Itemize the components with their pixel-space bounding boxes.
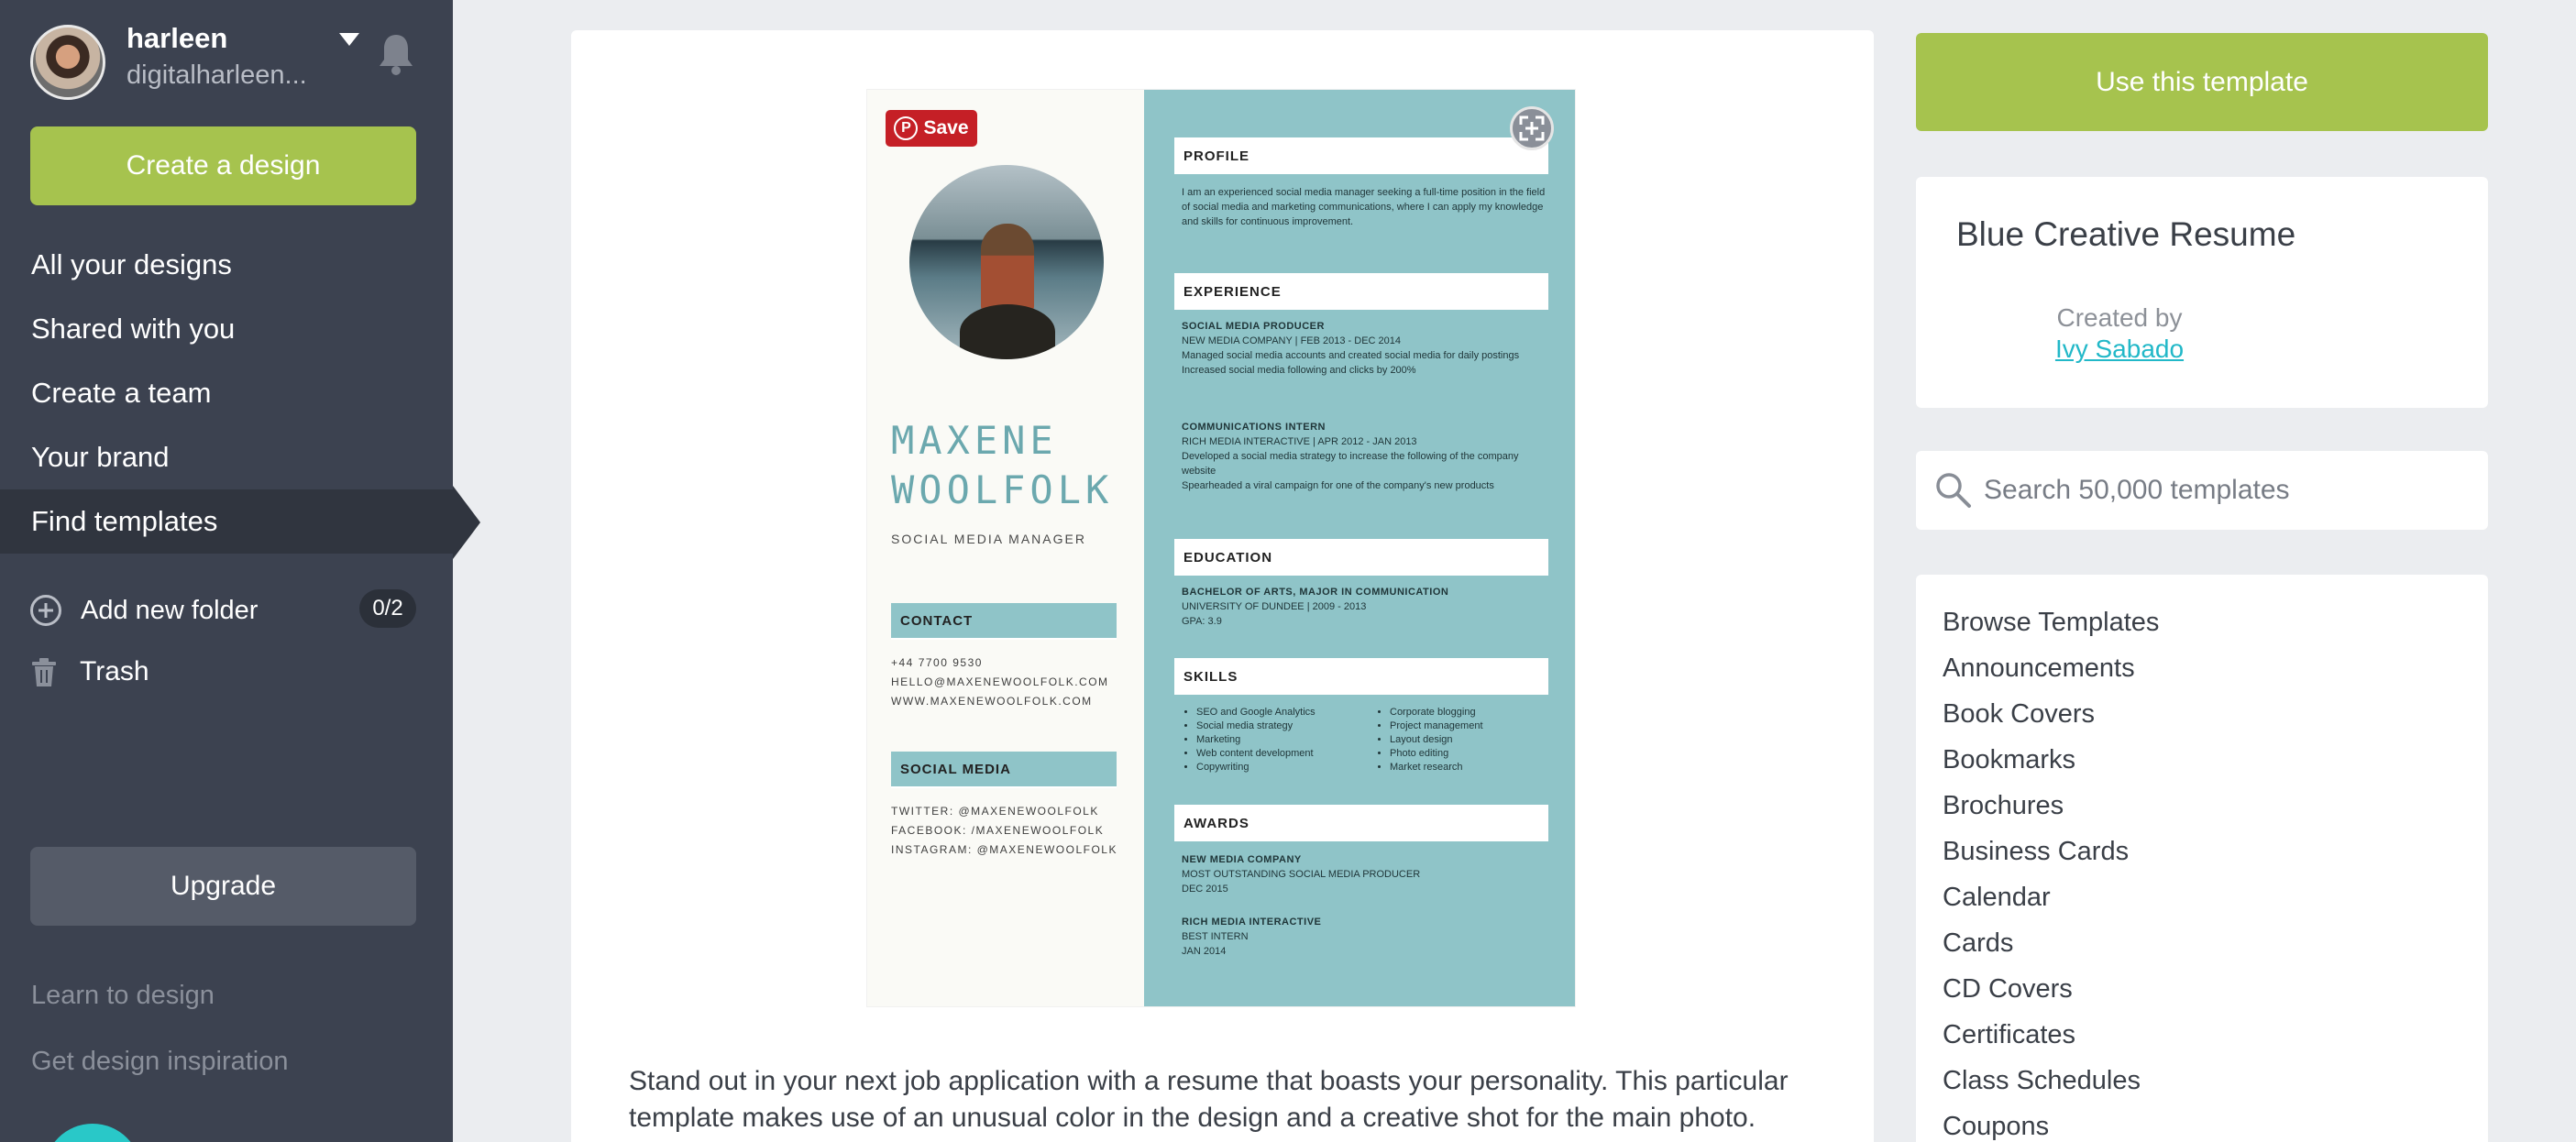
template-preview[interactable] bbox=[867, 90, 1575, 1006]
resume-phone: +44 7700 9530 bbox=[891, 656, 983, 669]
created-by-label: Created by bbox=[2056, 303, 2183, 332]
resume-skills-left bbox=[1182, 706, 1355, 774]
resume-skills-heading: SKILLS bbox=[1174, 658, 1548, 695]
account-dropdown-icon[interactable] bbox=[339, 33, 359, 46]
pinterest-icon: P bbox=[894, 116, 918, 140]
design-inspiration-link[interactable]: Get design inspiration bbox=[31, 1047, 289, 1076]
resume-education bbox=[1182, 585, 1548, 629]
add-folder-label: Add new folder bbox=[81, 595, 259, 625]
resume-job1 bbox=[1182, 319, 1548, 378]
skill-item: • SEO and Google Analytics bbox=[1196, 706, 1355, 719]
skill-item: • Corporate blogging bbox=[1390, 706, 1548, 719]
resume-experience-heading: EXPERIENCE bbox=[1174, 273, 1548, 310]
browse-item[interactable]: Bookmarks bbox=[1943, 745, 2076, 774]
resume-job1-company: NEW MEDIA COMPANY | FEB 2013 - DEC 2014 bbox=[1182, 335, 1402, 346]
nav-create-team[interactable]: Create a team bbox=[31, 377, 212, 409]
resume-job1-bullet1: Managed social media accounts and created social media for daily postings bbox=[1182, 350, 1520, 361]
resume-left-column bbox=[867, 90, 1144, 1006]
resume-job2 bbox=[1182, 420, 1548, 493]
template-description: Stand out in your next job application with a resume that boasts your personality. This particular template makes use of an unusual color in the design and a creative shot for the main photo. bbox=[629, 1066, 1789, 1133]
search-input[interactable] bbox=[1984, 451, 2479, 530]
create-design-button[interactable]: Create a design bbox=[30, 126, 416, 205]
resume-job1-title: SOCIAL MEDIA PRODUCER bbox=[1182, 321, 1325, 332]
template-search bbox=[1916, 451, 2488, 530]
resume-job2-bullet2: Spearheaded a viral campaign for one of the company's new products bbox=[1182, 480, 1494, 491]
trash-link[interactable] bbox=[30, 651, 149, 693]
browse-item[interactable]: Book Covers bbox=[1943, 699, 2096, 729]
resume-twitter: TWITTER: @MAXENEWOOLFOLK bbox=[891, 805, 1099, 818]
expand-icon bbox=[1518, 115, 1546, 142]
resume-social-heading: SOCIAL MEDIA bbox=[891, 752, 1117, 788]
resume-award1-org: NEW MEDIA COMPANY bbox=[1182, 854, 1302, 865]
browse-templates-list bbox=[1916, 575, 2488, 1142]
nav-your-brand[interactable]: Your brand bbox=[31, 441, 170, 473]
browse-item[interactable]: Certificates bbox=[1943, 1020, 2076, 1049]
upgrade-button[interactable]: Upgrade bbox=[30, 847, 416, 926]
browse-item[interactable]: Browse Templates bbox=[1943, 608, 2160, 637]
resume-education-heading: EDUCATION bbox=[1174, 539, 1548, 576]
resume-contact-heading: CONTACT bbox=[891, 603, 1117, 640]
skill-item: • Copywriting bbox=[1196, 761, 1355, 774]
skill-item: • Web content development bbox=[1196, 747, 1355, 761]
browse-item[interactable]: Calendar bbox=[1943, 883, 2051, 912]
sidebar bbox=[0, 0, 453, 1142]
add-folder-row[interactable] bbox=[30, 589, 416, 631]
resume-website: WWW.MAXENEWOOLFOLK.COM bbox=[891, 695, 1093, 708]
skill-item: • Project management bbox=[1390, 719, 1548, 733]
template-info-card bbox=[1916, 177, 2488, 408]
resume-job2-company: RICH MEDIA INTERACTIVE | APR 2012 - JAN 2013 bbox=[1182, 436, 1417, 447]
resume-edu-degree: BACHELOR OF ARTS, MAJOR IN COMMUNICATION bbox=[1182, 587, 1449, 598]
user-handle[interactable]: digitalharleen... bbox=[127, 60, 307, 90]
browse-item[interactable]: Class Schedules bbox=[1943, 1066, 2141, 1095]
resume-role: SOCIAL MEDIA MANAGER bbox=[891, 532, 1086, 546]
resume-edu-school: UNIVERSITY OF DUNDEE | 2009 - 2013 bbox=[1182, 601, 1367, 612]
nav-shared-with-you[interactable]: Shared with you bbox=[31, 313, 236, 345]
skill-item: • Photo editing bbox=[1390, 747, 1548, 761]
photo-person bbox=[981, 224, 1034, 313]
resume-job2-title: COMMUNICATIONS INTERN bbox=[1182, 422, 1326, 433]
pinterest-save-label: Save bbox=[923, 117, 969, 138]
browse-item[interactable]: Coupons bbox=[1943, 1112, 2050, 1141]
resume-profile-heading: PROFILE bbox=[1174, 137, 1548, 174]
resume-skills bbox=[1182, 706, 1548, 774]
resume-award1-date: DEC 2015 bbox=[1182, 884, 1228, 895]
skill-item: • Marketing bbox=[1196, 733, 1355, 747]
skill-item: • Layout design bbox=[1390, 733, 1548, 747]
resume-name bbox=[891, 416, 1113, 515]
resume-photo bbox=[909, 165, 1104, 359]
add-folder-icon bbox=[30, 595, 61, 626]
expand-preview-button[interactable] bbox=[1510, 106, 1554, 150]
resume-right-column bbox=[1144, 90, 1575, 1006]
resume-name-line2: WOOLFOLK bbox=[891, 467, 1114, 512]
resume-awards-heading: AWARDS bbox=[1174, 805, 1548, 841]
active-nav-pointer bbox=[453, 486, 480, 559]
photo-boat bbox=[960, 304, 1055, 359]
skill-item: • Social media strategy bbox=[1196, 719, 1355, 733]
browse-item[interactable]: Announcements bbox=[1943, 653, 2135, 683]
resume-award1-title: MOST OUTSTANDING SOCIAL MEDIA PRODUCER bbox=[1182, 869, 1421, 880]
nav-all-designs[interactable]: All your designs bbox=[31, 248, 232, 280]
folder-count-badge: 0/2 bbox=[359, 589, 416, 628]
learn-to-design-link[interactable]: Learn to design bbox=[31, 981, 215, 1010]
search-icon bbox=[1932, 469, 1973, 510]
resume-name-line1: MAXENE bbox=[891, 418, 1058, 463]
skill-item: • Market research bbox=[1390, 761, 1548, 774]
resume-award2-title: BEST INTERN bbox=[1182, 931, 1249, 942]
trash-icon bbox=[30, 657, 58, 687]
resume-award1 bbox=[1182, 852, 1548, 896]
resume-award2 bbox=[1182, 915, 1548, 959]
nav-find-templates[interactable]: Find templates bbox=[0, 489, 453, 554]
resume-job1-bullet2: Increased social media following and clicks by 200% bbox=[1182, 365, 1416, 376]
use-template-button[interactable]: Use this template bbox=[1916, 33, 2488, 131]
resume-instagram: INSTAGRAM: @MAXENEWOOLFOLK bbox=[891, 843, 1117, 856]
template-title: Blue Creative Resume bbox=[1956, 215, 2296, 253]
user-name[interactable]: harleen bbox=[127, 22, 228, 54]
pinterest-save-button[interactable] bbox=[886, 110, 977, 147]
resume-edu-gpa: GPA: 3.9 bbox=[1182, 616, 1222, 627]
help-chat-button[interactable] bbox=[44, 1124, 141, 1142]
notification-bell-icon[interactable] bbox=[376, 31, 416, 77]
browse-item[interactable]: Business Cards bbox=[1943, 837, 2130, 866]
resume-award2-org: RICH MEDIA INTERACTIVE bbox=[1182, 917, 1322, 928]
resume-award2-date: JAN 2014 bbox=[1182, 946, 1227, 957]
resume-email: HELLO@MAXENEWOOLFOLK.COM bbox=[891, 675, 1109, 688]
resume-facebook: FACEBOOK: /MAXENEWOOLFOLK bbox=[891, 824, 1105, 837]
browse-item[interactable]: Brochures bbox=[1943, 791, 2064, 820]
trash-label: Trash bbox=[80, 656, 149, 686]
author-link[interactable]: Ivy Sabado bbox=[2054, 335, 2185, 363]
browse-item[interactable]: CD Covers bbox=[1943, 974, 2073, 1004]
avatar[interactable] bbox=[30, 25, 105, 100]
browse-item[interactable]: Cards bbox=[1943, 928, 2014, 958]
resume-profile-text: I am an experienced social media manager seeking a full-time position in the field of social media and marketing communications, where I can apply my knowledge and skills for continuous improvement. bbox=[1182, 187, 1546, 227]
resume-skills-right bbox=[1375, 706, 1548, 774]
resume-job2-bullet1: Developed a social media strategy to increase the following of the company website bbox=[1182, 451, 1519, 477]
